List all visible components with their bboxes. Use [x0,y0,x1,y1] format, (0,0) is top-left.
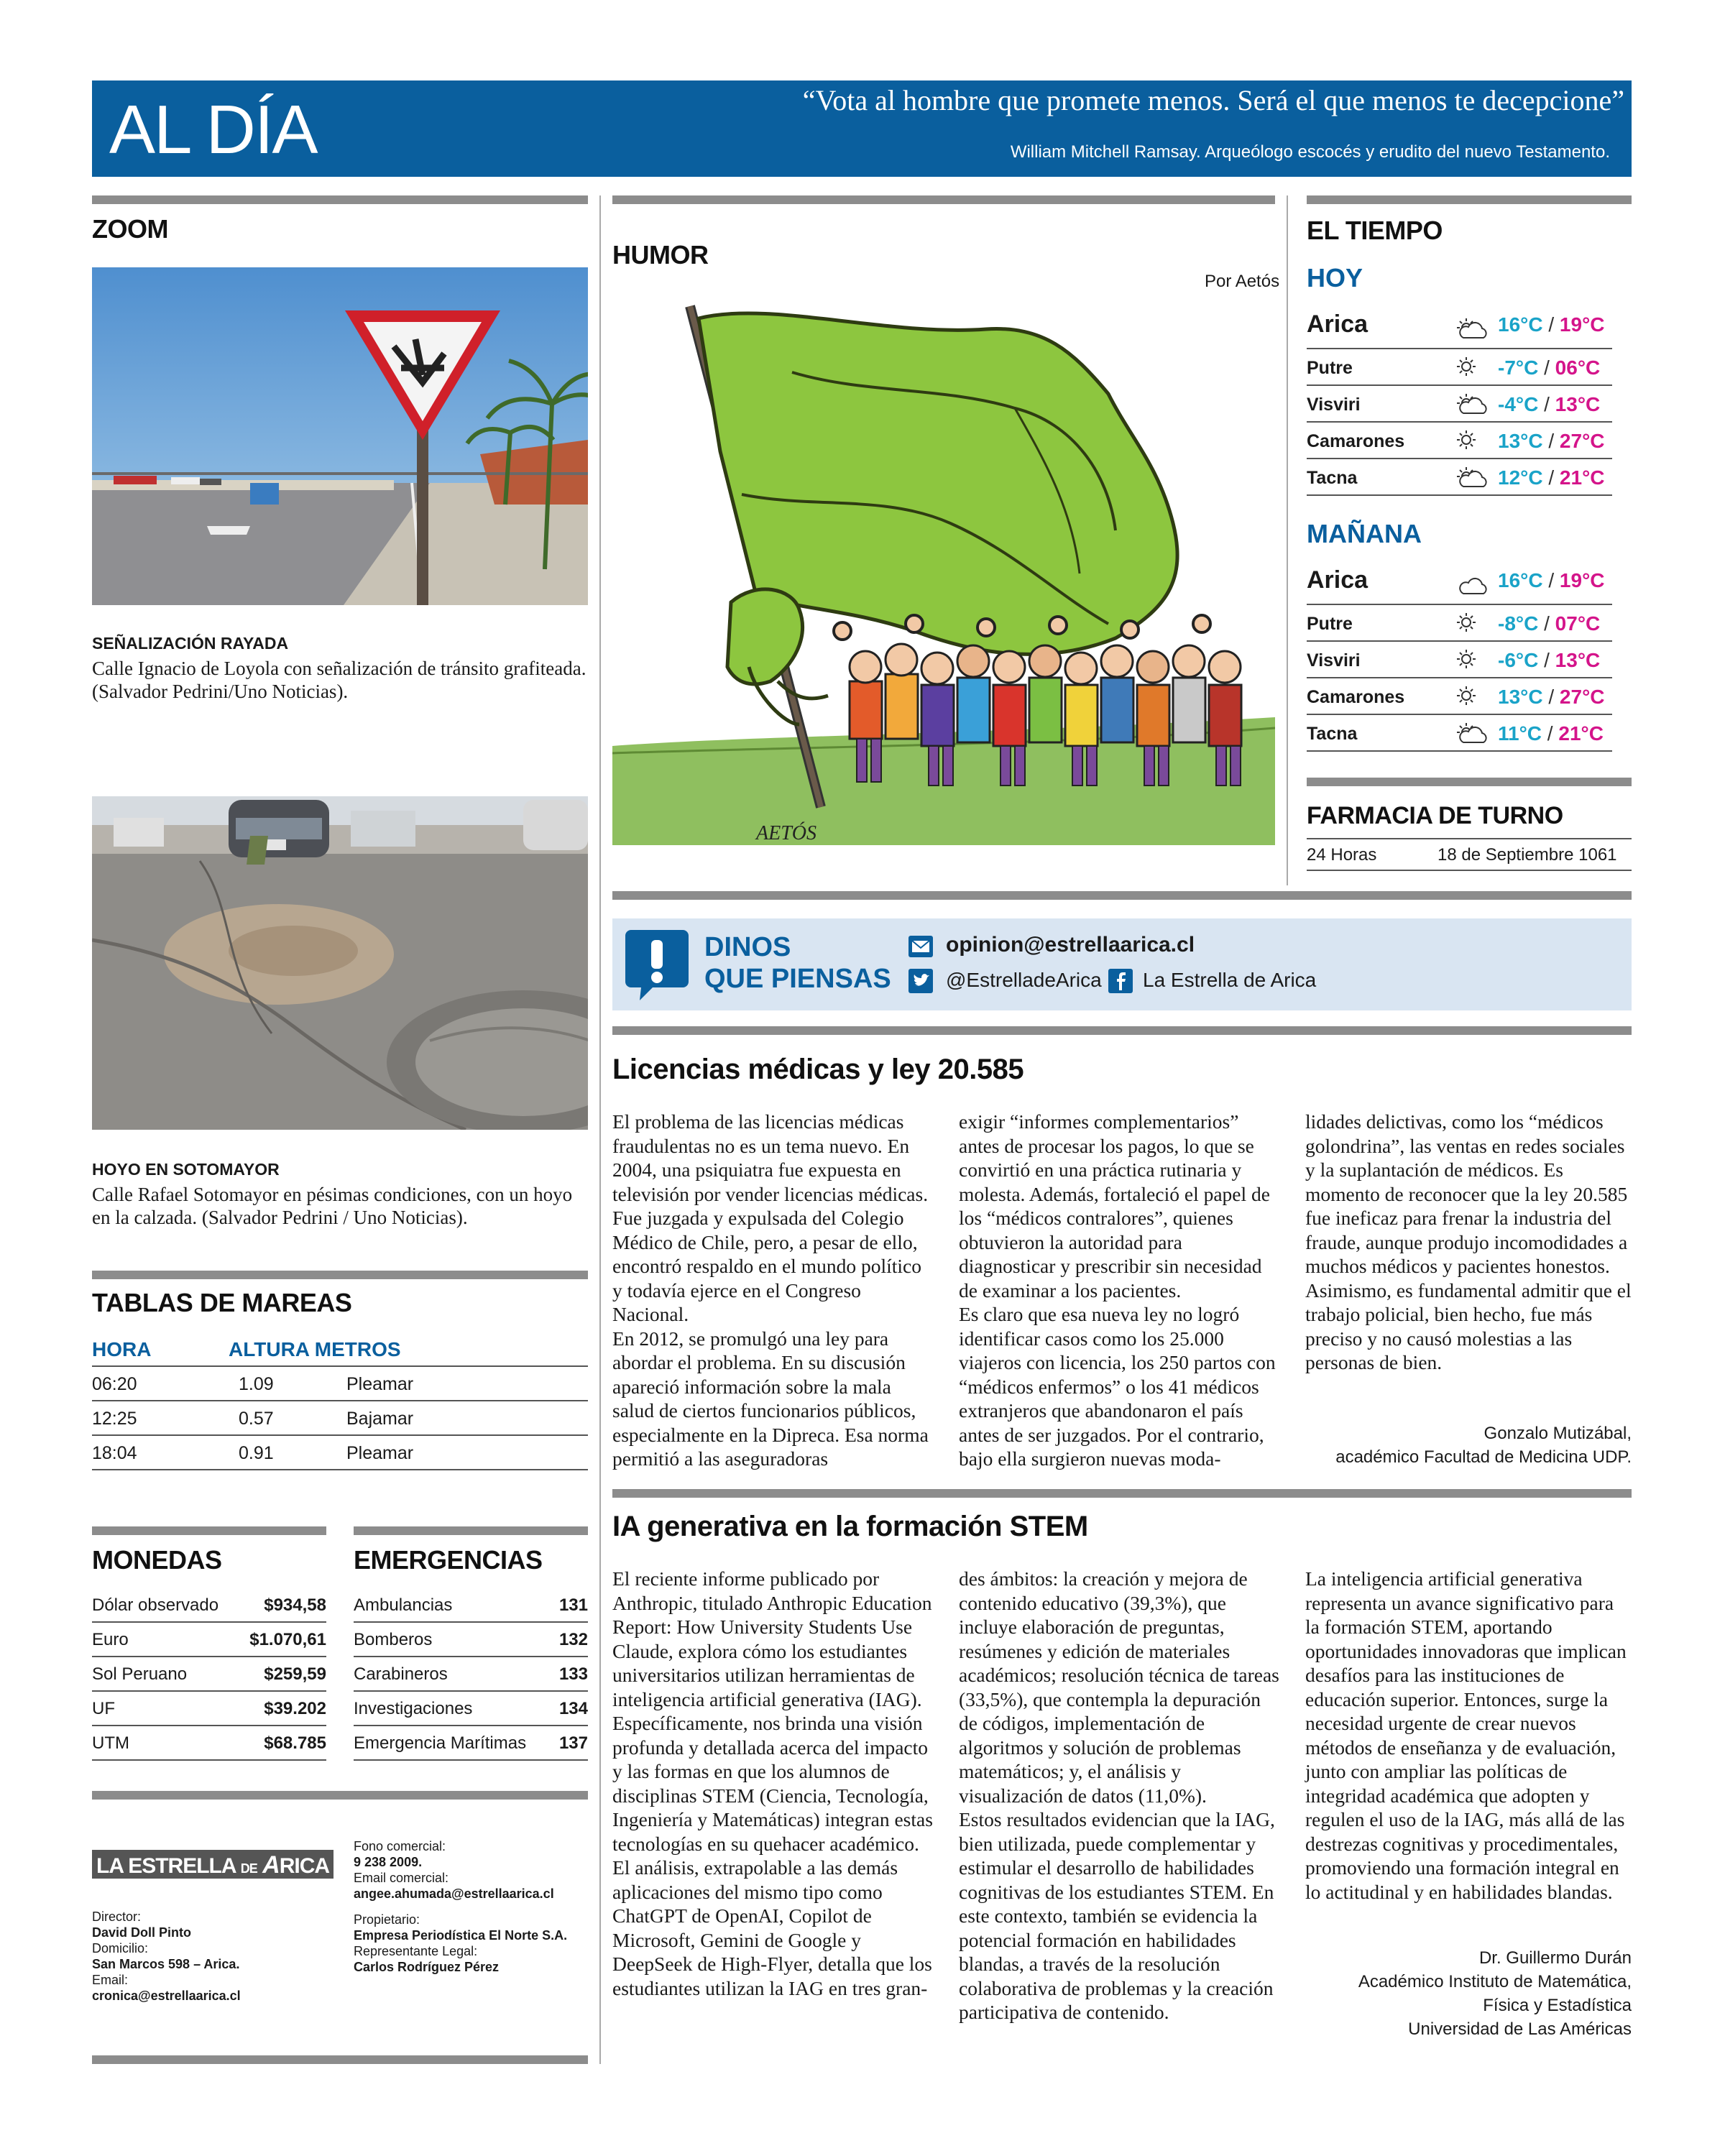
currency-value: $934,58 [264,1595,326,1615]
divider [612,1026,1632,1035]
article2-paragraph: des ámbitos: la creación y mejora de contenido educativo (39,3%), que incluye elaboración de preguntas, resúmenes y edición de materiales académicos; resolución técnica de tareas (33,5%), que contempla la depuración de códigos, implementación de algoritmos y solución de problemas matemáticos; y, el análisis y visualización de datos (11,0%). [959,1567,1279,1807]
article1-paragraph: exigir “informes complementarios” antes de procesar los pagos, lo que se convirtió en una práctica rutinaria y molesta. Además, fortaleció el papel de los “médicos contralores”, quienes obtuvieron la autoridad para diagnosticar y prescribir sin necesidad de examinar a los pacientes. [959,1110,1270,1302]
humor-heading: HUMOR [612,240,709,270]
tide-hour: 06:20 [92,1374,137,1394]
legal-label: Representante Legal: [354,1944,478,1958]
temp-separator: / [1542,313,1560,336]
article1-paragraph: Es claro que esa nueva ley no logró identificar casos como los 25.000 viajeros con licencia, los 250 partos con “médicos enfermos” o los 41 médicos extranjeros que abandonaron el país antes de ser juzgados. Por el contrario, bajo ella surgieron nuevas moda- [959,1303,1276,1470]
temp-unit: °C [1515,649,1539,671]
currency-value: $39.202 [264,1699,326,1718]
temp-separator: / [1542,722,1559,745]
temp-max: 13 [1555,393,1578,415]
temp-separator: / [1542,430,1560,452]
temp-separator: / [1542,686,1560,708]
partly-sunny-icon [1456,721,1489,750]
temp-unit: °C [1577,356,1601,379]
temp-unit: °C [1520,686,1543,708]
quote-author: William Mitchell Ramsay. Arqueólogo escocés y erudito del nuevo Testamento. [1010,142,1610,162]
partly-sunny-icon [1456,465,1489,494]
table-row [354,1657,588,1692]
contact-box [612,918,1632,1010]
divider [1307,195,1632,204]
divider [612,1489,1632,1498]
photo2-title: HOYO EN SOTOMAYOR [92,1160,280,1179]
currencies-heading: MONEDAS [92,1545,222,1575]
weather-row [1307,423,1612,459]
table-row [92,1588,326,1623]
temp-min: -4 [1498,393,1516,415]
temp-max: 06 [1555,356,1578,379]
tide-height: 0.91 [239,1443,274,1463]
emergency-name: Carabineros [354,1664,448,1684]
article1-paragraph: lidades delictivas, como los “médicos golondrina”, las ventas en redes sociales y la suplantación de médicos. Es momento de reconocer que la ley 20.585 fue ineficaz para frenar la industria del fraude, aunque produjo incomodidades a muchos médicos y pacientes honestos. Asimismo, es fundamental admitir que el trabajo policial, bien hecho, fue más preciso y no causó molestias a las personas de bien. [1305,1110,1632,1373]
temp-min: 11 [1498,722,1519,745]
temp-unit: °C [1520,569,1543,591]
weather-row [1307,642,1612,678]
emergency-name: Investigaciones [354,1699,473,1718]
weather-temps [1498,430,1605,453]
zoom-heading: ZOOM [92,214,168,244]
tide-hour: 18:04 [92,1443,137,1463]
temp-unit: °C [1515,393,1539,415]
facebook-icon [1108,969,1133,993]
email-icon [908,936,933,957]
address-value: San Marcos 598 – Arica. [92,1957,240,1971]
temp-unit: °C [1582,569,1605,591]
tide-hour: 12:25 [92,1409,137,1429]
divider [92,1791,588,1800]
section-title: AL DÍA [109,91,317,168]
table-row [354,1726,588,1761]
table-row [92,1726,326,1761]
temp-unit: °C [1520,466,1543,489]
temp-unit: °C [1577,393,1601,415]
address-label: Domicilio: [92,1941,149,1955]
cloud-icon [1456,572,1489,602]
colophon-left [92,1909,322,2004]
colophon-right [354,1838,591,1975]
temp-max: 21 [1558,722,1581,745]
temp-max: 27 [1559,430,1583,452]
tide-type: Pleamar [346,1374,414,1394]
exclamation-icon [624,927,690,999]
weather-temps [1498,393,1600,416]
temp-unit: °C [1582,466,1605,489]
comm-email-label: Email comercial: [354,1871,449,1885]
weather-row [1307,678,1612,715]
weather-temps [1498,313,1605,336]
weather-temps [1498,569,1605,592]
article2-author: Dr. Guillermo Durán [1478,1948,1632,1968]
cartoon-signature: AETÓS [756,822,816,844]
partly-sunny-icon [1456,316,1489,346]
column-divider [1287,195,1288,885]
divider [92,195,588,204]
article1-author: Gonzalo Mutizábal, [1484,1424,1632,1443]
weather-row [1307,561,1612,605]
emergency-name: Ambulancias [354,1595,453,1615]
temp-separator: / [1538,612,1555,635]
table-row [92,1436,588,1470]
currency-table [92,1588,326,1761]
tide-height: 1.09 [239,1374,274,1394]
sun-icon [1456,355,1489,384]
weather-temps [1498,649,1600,672]
tide-type: Bajamar [346,1409,414,1429]
temp-unit: °C [1582,430,1605,452]
temp-unit: °C [1515,612,1539,635]
weather-row [1307,605,1612,642]
email-label: Email: [92,1973,129,1987]
temp-unit: °C [1582,686,1605,708]
temp-unit: °C [1519,722,1542,745]
temp-separator: / [1542,569,1560,591]
weather-row [1307,386,1612,423]
comm-email-value[interactable]: angee.ahumada@estrellaarica.cl [354,1886,554,1901]
weather-city: Arica [1307,566,1368,594]
zoom-photo-sign [92,267,588,605]
temp-min: 12 [1498,466,1521,489]
temp-min: 13 [1498,686,1521,708]
article1-col3 [1305,1110,1632,1375]
sun-icon [1456,684,1489,714]
contact-facebook[interactable]: La Estrella de Arica [1143,969,1317,991]
weather-row [1307,715,1612,752]
sun-icon [1456,428,1489,458]
weather-row [1307,349,1612,386]
masthead-quote: “Vota al hombre que promete menos. Será el que menos te decepcione” [802,84,1624,116]
masthead [92,80,1632,177]
table-row [92,1623,326,1657]
temp-min: 13 [1498,430,1521,452]
temp-unit: °C [1520,430,1543,452]
article1-col1 [612,1110,934,1471]
table-row [92,1367,588,1401]
temp-unit: °C [1577,612,1601,635]
zoom-photo-pothole [92,796,588,1130]
table-row [92,1657,326,1692]
legal-value: Carlos Rodríguez Pérez [354,1960,500,1974]
newspaper-logo [92,1850,330,1879]
temp-unit: °C [1581,722,1604,745]
weather-temps [1498,356,1600,379]
weather-tomorrow-label: MAÑANA [1307,519,1422,548]
emergencies-heading: EMERGENCIAS [354,1545,543,1575]
article1-col2 [959,1110,1281,1471]
article1-paragraph: El problema de las licencias médicas fraudulentas no es un tema nuevo. En 2004, una psiquiatra fue expuesta en televisión por vender licencias médicas. Fue juzgada y expulsada del Colegio Médico de Chile, pero, a pesar de ello, encontró respaldo en el mundo político y todavía ejerce en el Congreso Nacional. [612,1110,929,1325]
temp-separator: / [1538,649,1555,671]
weather-city: Tacna [1307,468,1358,488]
currency-name: UF [92,1699,115,1718]
divider [1307,838,1632,839]
emergency-number: 133 [558,1664,588,1684]
currency-value: $259,59 [264,1664,326,1684]
article2-signature [1265,1946,1632,2041]
weather-temps [1498,612,1600,635]
contact-title-line2: QUE PIENSAS [704,964,891,994]
currency-name: Euro [92,1630,129,1649]
cartoon-credit: Por Aetós [1205,272,1280,291]
emergency-number: 132 [558,1630,588,1649]
sun-icon [1456,648,1489,677]
table-row [354,1623,588,1657]
article2-paragraph: Estos resultados evidencian que la IAG, bien utilizada, puede complementar y estimular el desarrollo de habilidades cognitivas de los estudiantes STEM. En este contexto, también se evidencia la potencial formación en habilidades blandas, a través de la resolución colaborativa de problemas y la creación participativa de contenido. [959,1808,1275,2023]
logo-letter: A [262,1851,280,1879]
temp-unit: °C [1582,313,1605,336]
divider [354,1526,588,1535]
article1-author-role: académico Facultad de Medicina UDP. [1335,1447,1632,1467]
twitter-icon [908,969,933,993]
weather-city: Visviri [1307,395,1361,415]
emergency-name: Bomberos [354,1630,433,1649]
temp-unit: °C [1515,356,1539,379]
article2-paragraph: El reciente informe publicado por Anthropic, titulado Anthropic Education Report: How University Students Use Claude, explora cómo los estudiantes universitarios utilizan herramientas de inteligencia artificial generativa (IAG). Específicamente, nos brinda una visión profunda y detallada acerca del impacto y las formas en que los alumnos de disciplinas STEM (Ciencia, Tecnología, Ingeniería y Matemáticas) integran estas tecnologías en su quehacer académico. [612,1567,933,1855]
contact-title-line1: DINOS [704,932,791,962]
emergency-name: Emergencia Marítimas [354,1733,527,1753]
weather-city: Visviri [1307,650,1361,671]
contact-twitter[interactable]: @EstrelladeArica [946,969,1102,991]
contact-email[interactable]: opinion@estrellaarica.cl [946,933,1195,957]
divider [612,195,1275,204]
temp-max: 07 [1555,612,1578,635]
temp-unit: °C [1520,313,1543,336]
article2-author-role2: Física y Estadística [1483,1996,1632,2015]
temp-min: -8 [1498,612,1516,635]
weather-city: Arica [1307,310,1368,338]
weather-city: Putre [1307,358,1353,378]
temp-unit: °C [1577,649,1601,671]
temp-max: 27 [1559,686,1583,708]
tides-col-height: ALTURA METROS [229,1338,401,1360]
weather-row [1307,459,1612,496]
divider [92,2055,588,2064]
article2-author-role3: Universidad de Las Américas [1408,2019,1632,2039]
emergency-number: 137 [558,1733,588,1753]
phone-value: 9 238 2009. [354,1855,423,1869]
currency-value: $68.785 [264,1733,326,1753]
weather-temps [1498,722,1604,745]
divider [612,891,1632,900]
divider [1307,778,1632,786]
table-row [92,1401,588,1436]
temp-separator: / [1538,393,1555,415]
tides-heading: TABLAS DE MAREAS [92,1288,352,1317]
temp-separator: / [1542,466,1560,489]
weather-city: Tacna [1307,724,1358,744]
article2-paragraph: El análisis, extrapolable a las demás aplicaciones del mismo tipo como ChatGPT de OpenAI, Copilot de Microsoft, Gemini de Google y DeepSeek de High-Flyer, detalla que los estudiantes utilizan la IAG en tres gran- [612,1856,932,1999]
temp-separator: / [1538,356,1555,379]
photo2-caption: Calle Rafael Sotomayor en pésimas condiciones, con un hoyo en la calzada. (Salvador Pedrini / Uno Noticias). [92,1184,573,1228]
logo-text-left: LA ESTRELLA [96,1854,236,1878]
sun-icon [1456,611,1489,640]
divider [1307,870,1632,871]
weather-city: Camarones [1307,687,1405,707]
emergency-number: 131 [558,1595,588,1615]
currency-name: Sol Peruano [92,1664,188,1684]
phone-label: Fono comercial: [354,1839,446,1853]
temp-max: 19 [1559,569,1583,591]
pharmacy-address: 18 de Septiembre 1061 [1438,845,1617,865]
logo-text-de: DE [240,1861,257,1876]
article2-col2 [959,1567,1281,2024]
tides-col-hour: HORA [92,1338,152,1360]
partly-sunny-icon [1456,392,1489,421]
weather-heading: EL TIEMPO [1307,216,1443,245]
tides-table [92,1367,588,1470]
logo-text-right: RICA [279,1854,330,1878]
director-label: Director: [92,1909,142,1924]
temp-max: 21 [1559,466,1583,489]
emergency-number: 134 [558,1699,588,1718]
pharmacy-hours: 24 Horas [1307,845,1377,865]
article2-col3 [1305,1567,1632,1904]
table-row [92,1692,326,1726]
article2-col1 [612,1567,934,2000]
article2-paragraph: La inteligencia artificial generativa representa un avance significativo para la formación STEM, aportando oportunidades innovadoras que implican desafíos para las instituciones de educación superior. Entonces, surge la necesidad urgente de crear nuevos métodos de enseñanza y de evaluación, junto con ampliar las políticas de integridad académica que adopten y regulen el uso de la IAG, más allá de las destrezas cognitivas y procedimentales, promoviendo una formación integral en lo actitudinal y en habilidades blandas. [1305,1567,1627,1903]
temp-min: -6 [1498,649,1516,671]
article1-paragraph: En 2012, se promulgó una ley para abordar el problema. En su discusión apareció información sobre la mala salud de ciertos funcionarios públicos, especialmente en la Dipreca. Esa norma permitió a las aseguradoras [612,1327,929,1470]
temp-min: 16 [1498,569,1521,591]
photo1-caption: Calle Ignacio de Loyola con señalización de tránsito grafiteada. (Salvador Pedrini/Uno Noticias). [92,658,586,702]
director-name: David Doll Pinto [92,1925,192,1940]
weather-temps [1498,686,1605,709]
temp-min: 16 [1498,313,1521,336]
owner-value: Empresa Periodística El Norte S.A. [354,1928,568,1943]
email-value[interactable]: cronica@estrellaarica.cl [92,1989,241,2003]
column-divider [599,195,601,2064]
pharmacy-heading: FARMACIA DE TURNO [1307,802,1563,829]
currency-value: $1.070,61 [249,1630,326,1649]
owner-label: Propietario: [354,1912,420,1927]
temp-max: 19 [1559,313,1583,336]
temp-min: -7 [1498,356,1516,379]
tide-type: Pleamar [346,1443,414,1463]
currency-name: UTM [92,1733,129,1753]
emergency-table [354,1588,588,1761]
weather-row [1307,305,1612,349]
table-row [354,1692,588,1726]
weather-today-label: HOY [1307,263,1363,292]
temp-max: 13 [1555,649,1578,671]
weather-city: Camarones [1307,431,1405,451]
divider [92,1526,326,1535]
currency-name: Dólar observado [92,1595,219,1615]
weather-temps [1498,466,1605,489]
article1-signature [1265,1422,1632,1469]
humor-cartoon [612,293,1275,845]
divider [92,1271,588,1279]
table-row [354,1588,588,1623]
article1-title: Licencias médicas y ley 20.585 [612,1054,1024,1085]
photo1-title: SEÑALIZACIÓN RAYADA [92,634,289,653]
tide-height: 0.57 [239,1409,274,1429]
weather-city: Putre [1307,614,1353,634]
article2-author-role1: Académico Instituto de Matemática, [1358,1972,1632,1991]
article2-title: IA generativa en la formación STEM [612,1511,1088,1542]
